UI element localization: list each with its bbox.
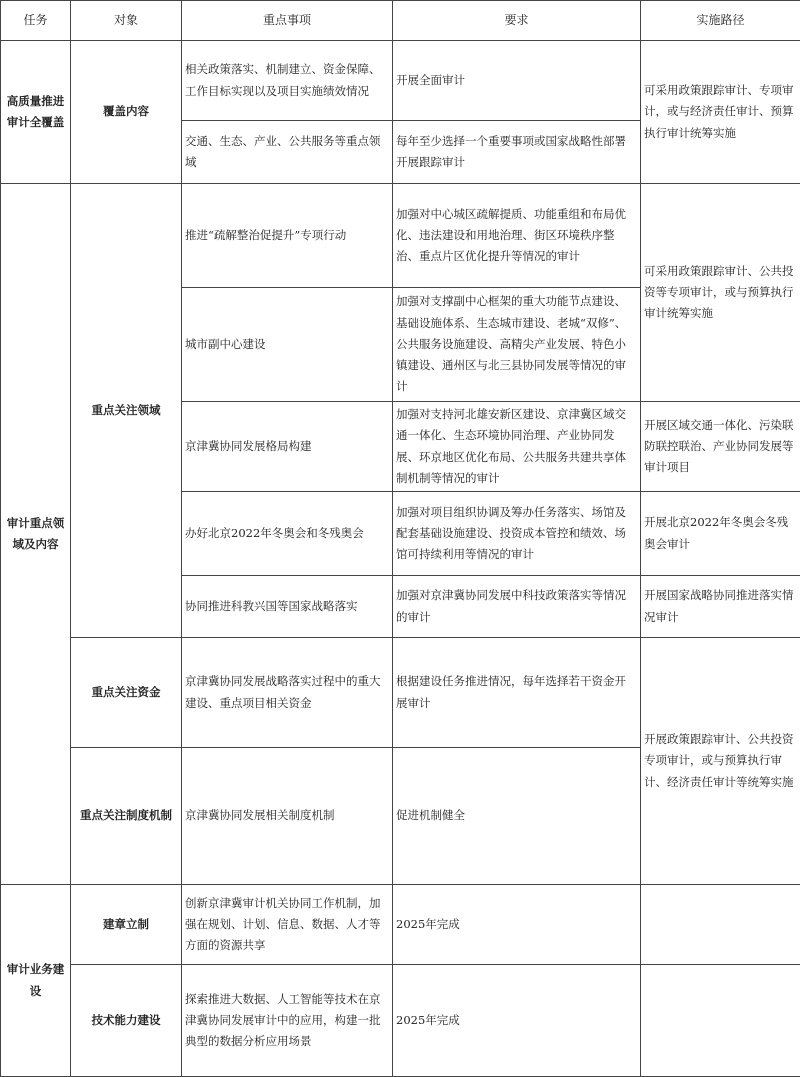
requirement-cell: 加强对中心城区疏解提质、功能重组和布局优化、违法建设和用地治理、街区环境秩序整治、重点片区优化提升等情况的审计 — [393, 184, 641, 288]
object-cell: 重点关注资金 — [71, 638, 182, 748]
item-cell: 创新京津冀审计机关协同工作机制，加强在规划、计划、信息、数据、人才等方面的资源共享 — [182, 885, 393, 965]
table-row — [1, 965, 800, 1077]
requirement-cell: 每年至少选择一个重要事项或国家战略性部署开展跟踪审计 — [393, 121, 641, 184]
table-row — [1, 41, 800, 121]
task-cell: 审计重点领域及内容 — [1, 184, 71, 885]
header-path: 实施路径 — [641, 1, 800, 41]
header-requirement: 要求 — [393, 1, 641, 41]
requirement-cell: 加强对支撑副中心框架的重大功能节点建设、基础设施体系、生态城市建设、老城“双修”、公共服务设施建设、高精尖产业发展、特色小镇建设、通州区与北三县协同发展等情况的审计 — [393, 288, 641, 402]
item-cell: 城市副中心建设 — [182, 288, 393, 402]
path-cell: 开展区域交通一体化、污染联防联控联治、产业协同发展等审计项目 — [641, 402, 800, 492]
object-cell: 重点关注制度机制 — [71, 748, 182, 885]
task-cell: 高质量推进审计全覆盖 — [1, 41, 71, 184]
header-item: 重点事项 — [182, 1, 393, 41]
object-cell: 覆盖内容 — [71, 41, 182, 184]
item-cell: 推进“疏解整治促提升”专项行动 — [182, 184, 393, 288]
requirement-cell: 2025年完成 — [393, 965, 641, 1077]
path-cell: 开展北京2022年冬奥会冬残奥会审计 — [641, 492, 800, 576]
requirement-cell: 根据建设任务推进情况，每年选择若干资金开展审计 — [393, 638, 641, 748]
item-cell: 交通、生态、产业、公共服务等重点领域 — [182, 121, 393, 184]
path-cell: 开展政策跟踪审计、公共投资专项审计，或与预算执行审计、经济责任审计等统筹实施 — [641, 638, 800, 885]
item-cell: 探索推进大数据、人工智能等技术在京津冀协同发展审计中的应用，构建一批典型的数据分析应用场景 — [182, 965, 393, 1077]
object-cell: 技术能力建设 — [71, 965, 182, 1077]
path-cell: 可采用政策跟踪审计、专项审计，或与经济责任审计、预算执行审计统筹实施 — [641, 41, 800, 184]
requirement-cell: 2025年完成 — [393, 885, 641, 965]
header-object: 对象 — [71, 1, 182, 41]
object-cell: 重点关注领域 — [71, 184, 182, 638]
header-row — [1, 1, 800, 41]
requirement-cell: 加强对项目组织协调及筹办任务落实、场馆及配套基础设施建设、投资成本管控和绩效、场馆可持续利用等情况的审计 — [393, 492, 641, 576]
item-cell: 办好北京2022年冬奥会和冬残奥会 — [182, 492, 393, 576]
path-cell: 开展国家战略协同推进落实情况审计 — [641, 576, 800, 638]
task-cell: 审计业务建设 — [1, 885, 71, 1077]
requirement-cell: 加强对支持河北雄安新区建设、京津冀区域交通一体化、生态环境协同治理、产业协同发展、环京地区优化布局、公共服务共建共享体制机制等情况的审计 — [393, 402, 641, 492]
item-cell: 相关政策落实、机制建立、资金保障、工作目标实现以及项目实施绩效情况 — [182, 41, 393, 121]
item-cell: 协同推进科教兴国等国家战略落实 — [182, 576, 393, 638]
path-cell: 可采用政策跟踪审计、公共投资等专项审计，或与预算执行审计统筹实施 — [641, 184, 800, 402]
item-cell: 京津冀协同发展格局构建 — [182, 402, 393, 492]
requirement-cell: 加强对京津冀协同发展中科技政策落实等情况的审计 — [393, 576, 641, 638]
requirement-cell: 促进机制健全 — [393, 748, 641, 885]
requirement-cell: 开展全面审计 — [393, 41, 641, 121]
table-row — [1, 885, 800, 965]
table-row — [1, 184, 800, 288]
path-cell — [641, 965, 800, 1077]
header-task: 任务 — [1, 1, 71, 41]
item-cell: 京津冀协同发展相关制度机制 — [182, 748, 393, 885]
object-cell: 建章立制 — [71, 885, 182, 965]
item-cell: 京津冀协同发展战略落实过程中的重大建设、重点项目相关资金 — [182, 638, 393, 748]
path-cell — [641, 885, 800, 965]
table-row — [1, 638, 800, 748]
